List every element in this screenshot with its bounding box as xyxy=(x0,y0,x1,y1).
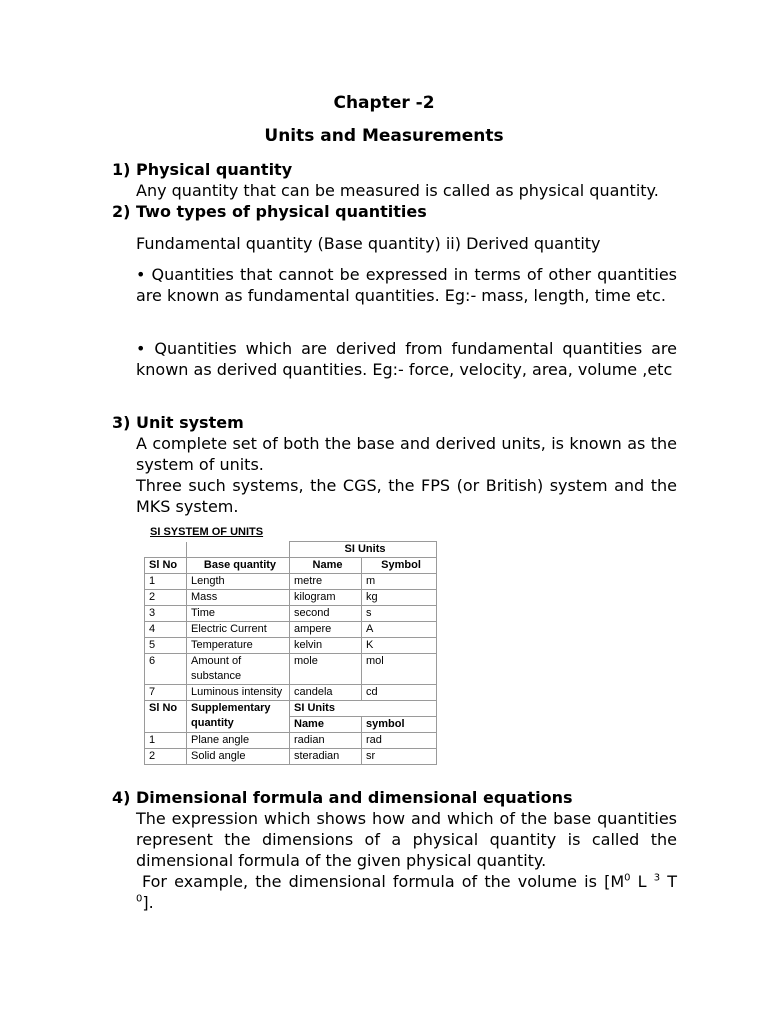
exponent-m: 0 xyxy=(624,872,631,884)
table-row xyxy=(145,733,437,749)
si-units-header: SI Units xyxy=(290,542,437,558)
table-cell: radian xyxy=(290,733,362,749)
exponent-t: 0 xyxy=(136,893,143,905)
table-cell: ampere xyxy=(290,622,362,638)
paragraph: • Quantities which are derived from fundamental quantities are known as derived quantities. Eg:- force, velocity, area, volume ,etc xyxy=(136,339,677,379)
types-line xyxy=(136,233,677,254)
bullet-fundamental xyxy=(136,264,677,306)
table-cell: Plane angle xyxy=(187,733,290,749)
bullet-derived xyxy=(136,338,677,380)
header-cell: Name xyxy=(290,717,362,733)
table-row xyxy=(145,558,437,574)
table-row xyxy=(145,638,437,654)
section-3-text xyxy=(136,433,677,517)
table-cell: K xyxy=(362,638,437,654)
subject-title: Units and Measurements xyxy=(264,126,504,146)
paragraph: Three such systems, the CGS, the FPS (or British) system and the MKS system. xyxy=(136,476,677,516)
section-number: 4) xyxy=(112,788,131,807)
header-cell: Sl No xyxy=(145,558,187,574)
table-cell: 2 xyxy=(145,590,187,606)
example-line xyxy=(136,871,677,892)
table-cell: sr xyxy=(362,749,437,765)
table-cell: metre xyxy=(290,574,362,590)
table-cell: A xyxy=(362,622,437,638)
section-heading-text: Dimensional formula and dimensional equations xyxy=(136,788,573,807)
table-cell: 6 xyxy=(145,654,187,685)
section-4-text xyxy=(136,808,677,913)
table-cell: Temperature xyxy=(187,638,290,654)
section-number: 1) xyxy=(112,160,131,179)
table-cell: s xyxy=(362,606,437,622)
section-1-heading xyxy=(112,159,292,180)
header-cell: Base quantity xyxy=(187,558,290,574)
symbol-t: T xyxy=(660,872,677,891)
table-row xyxy=(145,574,437,590)
section-4-heading xyxy=(112,787,573,808)
header-cell: Sl No xyxy=(145,701,187,733)
section-heading-text: Physical quantity xyxy=(136,160,293,179)
table-row xyxy=(145,542,437,558)
table-cell: 3 xyxy=(145,606,187,622)
header-cell: symbol xyxy=(362,717,437,733)
table-cell: mole xyxy=(290,654,362,685)
table-cell: candela xyxy=(290,685,362,701)
header-cell: SI Units xyxy=(290,701,437,717)
section-number: 2) xyxy=(112,202,131,221)
table-row xyxy=(145,685,437,701)
table-cell: Mass xyxy=(187,590,290,606)
paragraph: Any quantity that can be measured is called as physical quantity. xyxy=(136,181,659,200)
table-cell: 7 xyxy=(145,685,187,701)
table-cell: 1 xyxy=(145,733,187,749)
table-cell: 4 xyxy=(145,622,187,638)
table-cell: Amount of substance xyxy=(187,654,290,685)
table-cell: Electric Current xyxy=(187,622,290,638)
header-cell: Symbol xyxy=(362,558,437,574)
si-units-table xyxy=(144,541,437,765)
paragraph: The expression which shows how and which of the base quantities represent the dimensions of a physical quantity is called the dimensional formula of the given physical quantity. xyxy=(136,809,677,870)
table-row xyxy=(145,622,437,638)
table-cell: Luminous intensity xyxy=(187,685,290,701)
paragraph: A complete set of both the base and derived units, is known as the system of units. xyxy=(136,434,677,474)
table-cell: Length xyxy=(187,574,290,590)
table-row xyxy=(145,606,437,622)
table-cell xyxy=(145,542,187,558)
example-end xyxy=(136,892,677,913)
table-cell: m xyxy=(362,574,437,590)
table-cell xyxy=(187,542,290,558)
section-number: 3) xyxy=(112,413,131,432)
table-row xyxy=(145,701,437,717)
table-cell: kg xyxy=(362,590,437,606)
table-cell: 5 xyxy=(145,638,187,654)
table-cell: Time xyxy=(187,606,290,622)
table-row xyxy=(145,749,437,765)
table-cell: cd xyxy=(362,685,437,701)
table-cell: Solid angle xyxy=(187,749,290,765)
header-cell: Supplementary quantity xyxy=(187,701,290,733)
table-cell: rad xyxy=(362,733,437,749)
example-suffix: ]. xyxy=(142,893,154,912)
table-caption: SI SYSTEM OF UNITS xyxy=(150,526,264,538)
section-1-text xyxy=(136,180,677,201)
table-row xyxy=(145,654,437,685)
header-cell: Name xyxy=(290,558,362,574)
table-cell: kelvin xyxy=(290,638,362,654)
chapter-title: Chapter -2 xyxy=(333,93,435,113)
paragraph: • Quantities that cannot be expressed in terms of other quantities are known as fundamental quantities. Eg:- mass, length, time etc. xyxy=(136,265,677,305)
section-heading-text: Two types of physical quantities xyxy=(136,202,427,221)
section-2-heading xyxy=(112,201,427,222)
example-prefix: For example, the dimensional formula of the volume is [M xyxy=(142,872,625,891)
table-cell: 1 xyxy=(145,574,187,590)
section-3-heading xyxy=(112,412,244,433)
symbol-l: L xyxy=(630,872,654,891)
table-cell: mol xyxy=(362,654,437,685)
table-cell: second xyxy=(290,606,362,622)
table-cell: 2 xyxy=(145,749,187,765)
table-cell: kilogram xyxy=(290,590,362,606)
table-row xyxy=(145,590,437,606)
exponent-l: 3 xyxy=(653,872,661,884)
paragraph: Fundamental quantity (Base quantity) ii) Derived quantity xyxy=(136,234,601,253)
section-heading-text: Unit system xyxy=(136,413,244,432)
table-cell: steradian xyxy=(290,749,362,765)
